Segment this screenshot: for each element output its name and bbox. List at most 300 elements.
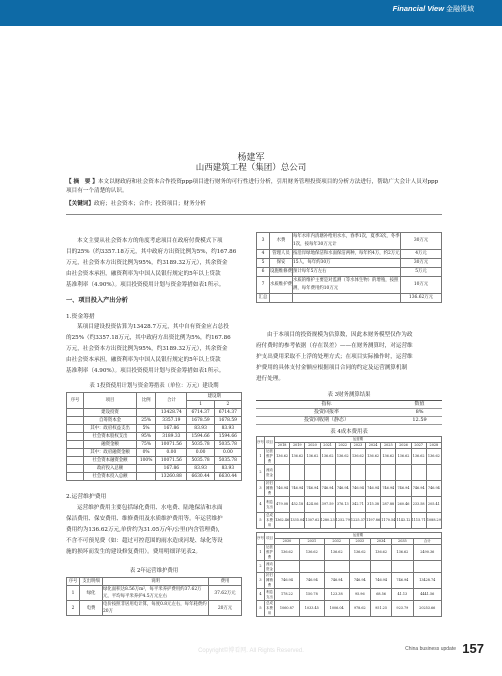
table-cell: 1594.66	[214, 433, 241, 441]
table-cell: 978.62	[349, 601, 370, 617]
table-cell: 电价按照非居用电计算，每度0.8元左右，每年耗费约20万	[103, 602, 207, 614]
table-cell: 1594.66	[187, 433, 214, 441]
table-header-cell: 比例	[137, 393, 156, 409]
table-cell: 5035.78	[214, 441, 241, 449]
table-header-cell: 项目	[265, 533, 275, 545]
table-cell: 10071.56	[156, 441, 187, 449]
table-cell: 746.94	[396, 481, 411, 497]
table-cell	[370, 561, 391, 573]
table-cell: 5	[257, 259, 270, 268]
table-cell: 746.94	[381, 481, 396, 497]
table-cell: 1143.12	[396, 513, 411, 529]
table-cell: 376.13	[335, 497, 350, 513]
table-cell: 746.94	[320, 481, 335, 497]
table-cell: 投资回报率	[256, 409, 397, 417]
table-header-cell: 运营期	[275, 533, 442, 539]
table-row	[67, 473, 242, 481]
table2-body	[67, 586, 242, 616]
left-column	[66, 236, 242, 291]
abstract-text: 本文以财政府和社会资本合作投资ppp项目进行财务的可行性进行分析，引用财务管理投资项目的分析方法进行，帮助广大会计人员对ppp项目有一个清楚的认识。	[66, 179, 439, 194]
table-cell: 建设投资	[84, 409, 137, 417]
table2-caption: 表 2年运营维护费用	[129, 568, 179, 574]
para2-line: 费用约为136.62万元,单价约为31.05万/年/公里(内含管理费),	[66, 527, 220, 533]
table-cell: 0%	[137, 449, 156, 457]
table-row	[257, 250, 442, 259]
table-cell: 315.38	[366, 497, 381, 513]
table-cell: 1362.46	[275, 513, 290, 529]
table-cell: 5035.78	[187, 457, 214, 465]
table-cell: 30万元	[401, 259, 442, 268]
table-cell: 7	[257, 277, 270, 294]
table-cell: 287.88	[381, 497, 396, 513]
organization: 山西建筑工程（集团）总公司	[195, 162, 307, 172]
table-row	[257, 233, 442, 250]
table-cell	[392, 561, 413, 573]
intro-line: 本文主要从社会资本方的角度考虑项目在政府付费模式下项	[77, 238, 223, 244]
table-cell	[411, 465, 426, 481]
table-cell: 8%	[397, 409, 442, 417]
table-cell: 1060.87	[275, 601, 300, 617]
table3-body	[256, 409, 442, 425]
table-header-cell: 合计	[413, 539, 441, 545]
intro-line: 基准利率（4.90%）。项目投资使用计划与资金筹措如表1所示。	[66, 282, 225, 288]
table4-part1	[256, 436, 442, 529]
table-header	[67, 393, 242, 401]
table-cell: 136.62	[335, 449, 350, 465]
table-header-cell: 说明	[103, 578, 209, 586]
table-cell: 总成本费用	[266, 601, 273, 615]
table-cell: 1307.62	[305, 513, 320, 529]
table-cell: 15人，每年约30万	[293, 259, 401, 268]
table-cell: 1197.86	[366, 513, 381, 529]
table-header-cell: 2	[214, 401, 241, 409]
table-cell: 其中：政府融资金额	[84, 449, 137, 457]
table-cell: 951.25	[370, 601, 391, 617]
table-cell: 25%	[137, 417, 156, 425]
para3-line: 府付费时的参考依据（存在误差）——在财务测算时，对运营维	[256, 343, 413, 349]
table-cell: 3	[257, 481, 265, 497]
table1-caption: 表 1投资使用计划与资金筹措表（单位：万元）建设期	[89, 383, 219, 389]
table3	[256, 400, 442, 425]
table-cell	[299, 561, 324, 573]
table-header-cell: 2027	[411, 443, 426, 449]
table-header-cell: 2020	[305, 443, 320, 449]
table-cell	[293, 294, 401, 303]
table-cell: 4	[257, 497, 265, 513]
table-cell: 83.93	[187, 425, 214, 433]
table-cell: 2490.36	[413, 545, 441, 561]
table-cell: 预计每年5万左右	[293, 268, 401, 277]
table-cell	[335, 465, 350, 481]
table-cell	[137, 409, 156, 417]
table-cell: 汇总	[257, 294, 270, 303]
table-header-cell: 2025	[381, 443, 396, 449]
table-cell: 20万元	[209, 601, 242, 616]
table-cell	[324, 561, 349, 573]
table-cell	[67, 473, 84, 481]
subsection-heading-2: 2.运营维护费用	[66, 494, 107, 500]
table-cell	[396, 465, 411, 481]
table-row	[257, 277, 442, 294]
table-cell	[290, 465, 305, 481]
table-cell: 136.62	[370, 545, 391, 561]
table-cell: 397.59	[320, 497, 335, 513]
table-cell: 452.18	[290, 497, 305, 513]
author: 杨建军	[237, 152, 265, 162]
paragraph-3	[256, 330, 442, 385]
table-cell: 923.79	[392, 601, 413, 617]
table-row	[256, 409, 442, 417]
table-cell: 746.94	[324, 573, 349, 589]
table-cell: 746.94	[392, 573, 413, 589]
table-cell	[67, 449, 84, 457]
table-cell: 12.59	[397, 417, 442, 425]
table-cell: 4	[257, 250, 270, 259]
table3-caption: 表 3财务测算结果	[327, 392, 371, 398]
table-cell: 136.62万元	[401, 294, 442, 303]
table-header-cell: 1	[187, 401, 214, 409]
table-cell: 4441.56	[413, 589, 441, 601]
table-cell: 136.62	[275, 545, 300, 561]
table-cell: 6630.44	[187, 473, 214, 481]
table-cell: 6630.44	[214, 473, 241, 481]
table-cell: 折旧摊销费	[266, 481, 273, 495]
para2-line: 不含不可预见费（如：超过可控范围的雨水造成河堤、绿化等设	[66, 538, 223, 544]
table-cell: 136.62	[275, 449, 290, 465]
table-header-cell: 2035	[392, 539, 413, 545]
header-title	[393, 4, 474, 14]
abstract-label: 【 摘 要 】	[66, 179, 98, 185]
table-cell: 136.62	[350, 449, 365, 465]
table-cell: 6714.37	[187, 409, 214, 417]
table-cell: 0.00	[187, 449, 214, 457]
table-cell: 136.62	[392, 545, 413, 561]
table-cell: 按沿岸绿地保洁和水面保洁两种，每年约4万，约2万元	[293, 250, 401, 259]
table-row	[67, 417, 242, 425]
paragraph-2	[66, 503, 242, 558]
table-header-cell: 2026	[396, 443, 411, 449]
table-cell	[413, 561, 441, 573]
abstract	[66, 178, 442, 196]
para3-line: 进行处理。	[256, 376, 284, 382]
table-cell: 136.62	[305, 449, 320, 465]
table-header-cell: 数值	[397, 401, 442, 409]
table4-body-2	[257, 545, 442, 617]
table1	[66, 392, 242, 481]
table-header	[256, 401, 442, 409]
table-cell: 136.62	[366, 449, 381, 465]
table-cell: 绿化	[80, 586, 103, 601]
table-cell: 融资金额	[84, 441, 137, 449]
journal-name: China business update	[405, 646, 456, 652]
table-header	[67, 578, 242, 586]
table-row	[257, 268, 442, 277]
para1-line: 基准利率（4.90%）。项目投资使用计划与资金筹措如表1所示。	[66, 368, 225, 374]
table-cell: 5万元	[401, 268, 442, 277]
table-cell: 205.41	[426, 497, 441, 513]
table-row	[67, 433, 242, 441]
table-row	[257, 481, 442, 497]
paragraph-1	[66, 322, 242, 377]
table-cell: 5%	[137, 425, 156, 433]
table-row	[257, 513, 442, 529]
table-cell: 95.96	[349, 589, 370, 601]
table-cell: 其中：政府权益支出	[84, 425, 137, 433]
table-cell	[137, 465, 156, 473]
keywords	[66, 200, 442, 209]
table-cell: 保安	[270, 259, 293, 268]
table-header-cell: 2031	[299, 539, 324, 545]
section-heading-1: 一、项目投入产出分析	[66, 297, 128, 304]
table-row	[257, 545, 442, 561]
table-cell: 3357.19	[156, 417, 187, 425]
table-cell: 流动资金	[266, 561, 273, 571]
table-cell: 424.06	[305, 497, 320, 513]
table-cell: 1115.71	[411, 513, 426, 529]
table-cell	[270, 294, 293, 303]
table-header-cell: 2028	[426, 443, 441, 449]
table-cell: 10万元	[401, 277, 442, 294]
table-cell: 2	[67, 601, 80, 616]
table-header-cell: 运营期	[275, 437, 442, 443]
table-cell: 123.38	[324, 589, 349, 601]
table-cell	[275, 561, 300, 573]
table-cell: 83.93	[214, 465, 241, 473]
table-cell: 1678.59	[187, 417, 214, 425]
table-row	[67, 601, 242, 616]
table-cell: 利息支出	[265, 497, 275, 513]
table-cell: 2	[257, 465, 265, 481]
table-cell: 1	[67, 586, 80, 601]
table-cell: 260.46	[396, 497, 411, 513]
table-cell: 479.08	[275, 497, 290, 513]
table-cell: 1	[257, 449, 265, 465]
table-header-cell: 序号	[67, 393, 84, 409]
table-cell: 总成本费用	[266, 513, 273, 527]
table-cell	[137, 473, 156, 481]
table-cell: 社会资本股权支出	[84, 433, 137, 441]
table-cell: 746.94	[349, 573, 370, 589]
table-header-cell: 2019	[290, 443, 305, 449]
table-cell: 3	[257, 233, 270, 250]
table-cell: 136.62	[324, 545, 349, 561]
table-row	[257, 449, 442, 465]
para1-line: 的25%（约3357.18万元，其中政府方出资比例为5%，约167.86	[66, 335, 231, 341]
table-cell: 政府投入总额	[84, 465, 137, 473]
table-cell: 3	[257, 573, 265, 589]
table-cell: 0.00	[214, 449, 241, 457]
para3-line: 护支出费用采取不上浮的处理方式；在项目实际操作时，运营维	[256, 354, 413, 360]
table-cell: 1088.29	[426, 513, 441, 529]
table-cell: 1252.79	[335, 513, 350, 529]
table-cell: 746.94	[366, 481, 381, 497]
table2-continued-body	[257, 233, 442, 303]
table-row	[257, 589, 442, 601]
table-cell: 746.94	[305, 481, 320, 497]
table-row	[256, 417, 442, 425]
table-cell: 电费	[80, 601, 103, 616]
table1-body	[67, 409, 242, 481]
table-header-cell: 2023	[350, 443, 365, 449]
table-cell	[349, 561, 370, 573]
table-header-cell: 项目	[84, 393, 137, 409]
table2	[66, 577, 242, 616]
table-row	[257, 294, 442, 303]
page-number: 157	[462, 641, 484, 656]
keywords-text: 政府；社会资本；合作；投资项目；财务分析	[93, 201, 206, 207]
table-cell: 167.86	[156, 425, 187, 433]
table-cell: 6714.37	[214, 409, 241, 417]
table-cell: 150.78	[299, 589, 324, 601]
keywords-label: 【关键词】	[66, 201, 94, 207]
table-cell: 167.86	[156, 465, 187, 473]
table-cell: 流动资金	[265, 465, 275, 481]
table-cell: 136.62	[290, 449, 305, 465]
table-row	[67, 425, 242, 433]
table-cell	[381, 465, 396, 481]
table-cell: 社会资本融资金额	[84, 457, 137, 465]
table-cell: 5	[257, 513, 265, 529]
table-cell: 自筹资本金	[84, 417, 137, 425]
table-cell: 利息支出	[266, 589, 273, 599]
table-cell	[426, 465, 441, 481]
table-cell: 136.62	[426, 449, 441, 465]
intro-paragraph	[66, 236, 242, 291]
subsection-heading-1: 1.资金筹措	[66, 314, 95, 320]
header-en: Financial View	[392, 4, 445, 13]
table-cell: 水质的维护主要是对监测（等水体生物）的增殖，按照测，每年费用约10万元	[293, 277, 401, 294]
table-cell: 136.62	[396, 449, 411, 465]
table-cell: 4万元	[401, 250, 442, 259]
table-header-cell: 2022	[335, 443, 350, 449]
table-cell: 746.94	[426, 481, 441, 497]
table-cell: 746.94	[411, 481, 426, 497]
table4-caption: 表 4成本费用表	[330, 429, 368, 435]
table-cell: 746.94	[275, 481, 290, 497]
table-cell: 342.71	[350, 497, 365, 513]
table-cell: 1033.45	[299, 601, 324, 617]
table-header-cell: 指标	[256, 401, 397, 409]
table-cell: 233.58	[411, 497, 426, 513]
table-cell: 10071.56	[156, 457, 187, 465]
table-cell: 1678.59	[214, 417, 241, 425]
table-cell: 37.62万元	[209, 586, 242, 601]
table-cell: 3189.33	[156, 433, 187, 441]
table-cell: 1006.04	[324, 601, 349, 617]
table-header-cell: 费用	[209, 578, 242, 586]
table-row	[257, 573, 442, 589]
table-cell: 2	[257, 561, 265, 573]
table-header-cell: 2033	[349, 539, 370, 545]
table-cell: 746.94	[275, 573, 300, 589]
table-row	[67, 441, 242, 449]
para1-line: 某项目建设投资估算为13428.7万元，其中自有资金应占总投	[77, 324, 229, 330]
table-row	[257, 601, 442, 617]
table-cell: 1280.23	[320, 513, 335, 529]
table-cell: 30万元	[401, 233, 442, 250]
table-row	[67, 465, 242, 473]
intro-line: 由社会资本承担，融资利率为中国人民银行规定的5年以上贷款	[66, 271, 221, 277]
table-cell: 136.62	[349, 545, 370, 561]
table-cell: 0.00	[156, 449, 187, 457]
para1-line: 由社会资本承担，融资利率为中国人民银行规定的5年以上贷款	[66, 357, 221, 363]
watermark: Copyright©博看网. All Rights Reserved.	[198, 648, 304, 654]
table-cell	[366, 465, 381, 481]
para2-line: 施的损坏而发生的建设修复费用）。费用明细详见表2。	[66, 549, 202, 555]
table-header-cell: 2018	[275, 443, 290, 449]
table-cell: 设施维修费	[270, 268, 293, 277]
table-row	[257, 561, 442, 573]
table-row	[257, 497, 442, 513]
para1-line: 万元，社会资本方出资比例为95%，约3189.32万元），其余资金	[66, 346, 228, 352]
intro-line: 目的25%（约3357.18万元，其中政府方出资比例为5%，约167.86	[66, 249, 237, 255]
divider	[66, 214, 442, 215]
table-cell: 绿化面积达8.56万m²，每平米养护费用约37.62万元，平均每平米养护4.5万元左右	[103, 586, 209, 601]
table-header-cell: 2024	[366, 443, 381, 449]
table-header-cell: 2021	[320, 443, 335, 449]
table-cell: 95%	[137, 433, 156, 441]
table-cell	[67, 425, 84, 433]
table-cell	[67, 417, 84, 425]
table-cell: 746.94	[290, 481, 305, 497]
table-cell: 运营维护费	[266, 545, 273, 559]
header-cn: 金融视域	[446, 6, 474, 13]
table-cell: 1	[257, 545, 265, 561]
table-cell: 1335.04	[290, 513, 305, 529]
table-header-cell: 项目	[265, 437, 275, 449]
table-cell: 4	[257, 589, 265, 601]
table-cell: 178.22	[275, 589, 300, 601]
para2-line: 运营维护费用主要包括绿化费用、水电费、陆地保洁和水面	[77, 505, 223, 511]
table-cell	[67, 433, 84, 441]
table-cell: 20253.66	[413, 601, 441, 617]
table-cell: 746.94	[335, 481, 350, 497]
table-cell: 83.93	[187, 465, 214, 473]
table-cell: 13428.74	[413, 573, 441, 589]
table-cell: 水质维护费	[270, 277, 293, 294]
table-cell	[350, 465, 365, 481]
table-cell: 运营维护费	[266, 449, 273, 463]
table-cell: 100%	[137, 457, 156, 465]
table-cell	[67, 457, 84, 465]
table-row	[67, 457, 242, 465]
para2-line: 保洁费用、保安费用、维修费用及水质维护费用等。年运营维护	[66, 516, 223, 522]
table-header-cell: 序号	[257, 437, 265, 449]
table4-body-1	[257, 449, 442, 529]
para3-line: 护费用的具体支付金额应根据项目合同的约定及运营测算机制	[256, 365, 408, 371]
table-cell: 136.62	[299, 545, 324, 561]
table-header-cell: 2030	[275, 539, 300, 545]
table-cell: 1170.54	[381, 513, 396, 529]
table-cell	[67, 441, 84, 449]
table-cell: 5035.78	[187, 441, 214, 449]
table-cell: 41.13	[392, 589, 413, 601]
table-cell: 每年水库内清塘补给用水水，春季1次，夏季3次，冬季1次，按每年30万元计	[293, 233, 401, 250]
table-cell: 管理人员	[270, 250, 293, 259]
table-row	[67, 449, 242, 457]
table-row	[67, 409, 242, 417]
table-cell	[67, 409, 84, 417]
para3-line: 由于本项目的投资规模为估算数，因此本财务模型仅作为政	[267, 332, 413, 338]
table-cell: 75%	[137, 441, 156, 449]
table-cell: 13428.74	[156, 409, 187, 417]
table-cell: 6	[257, 268, 270, 277]
table-cell	[305, 465, 320, 481]
table-header-cell: 序号	[67, 578, 80, 586]
table-cell	[275, 465, 290, 481]
table-cell	[67, 465, 84, 473]
intro-line: 万元，社会资本方出资比例为95%，约3189.32万元），其余资金	[66, 260, 228, 266]
